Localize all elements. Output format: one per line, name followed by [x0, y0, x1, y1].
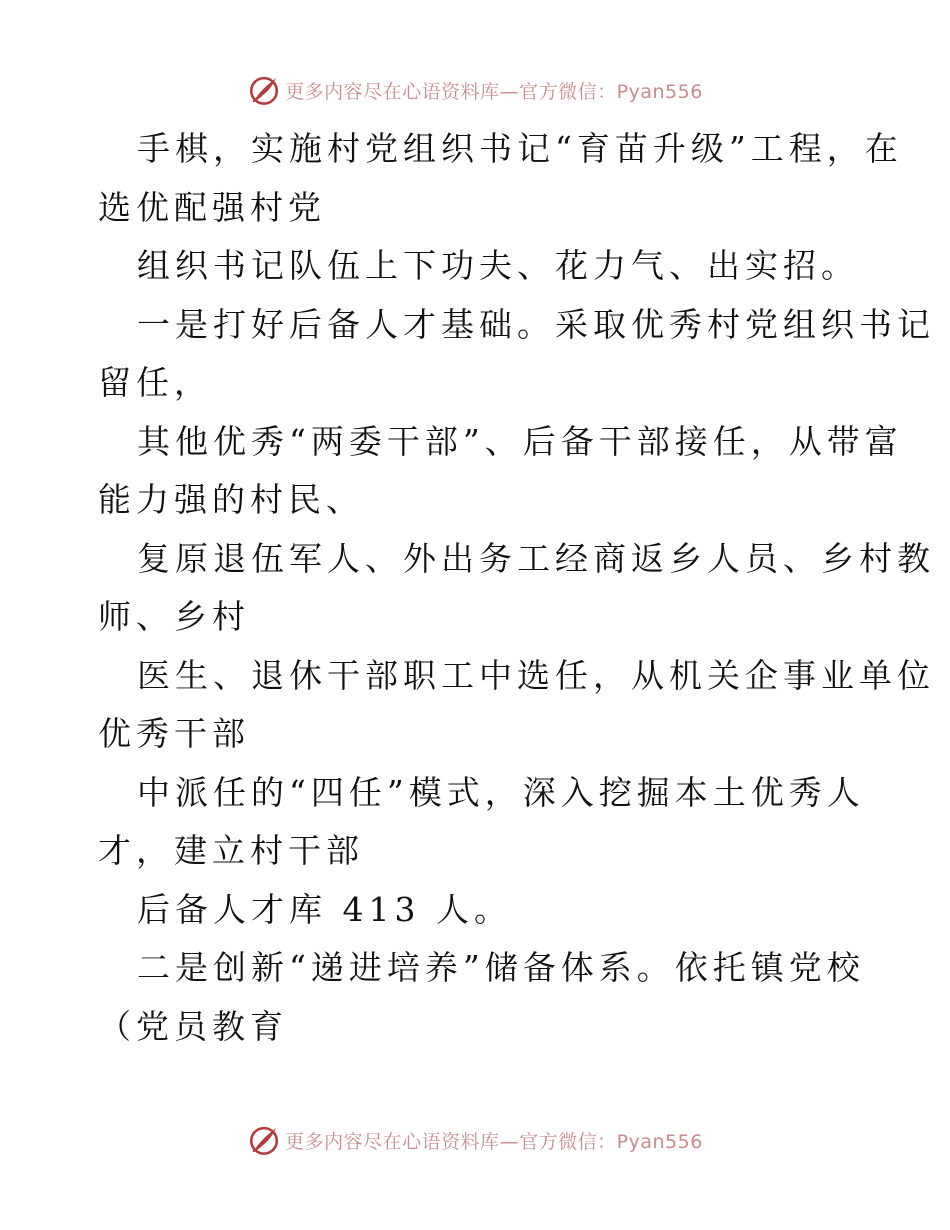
- watermark-text: 更多内容尽在心语资料库—官方微信：Pyan556: [285, 80, 703, 103]
- text-line: 二是创新“递进培养”储备体系。依托镇党校: [137, 948, 865, 987]
- text-line: 选优配强村党: [98, 187, 326, 227]
- text-line: 留任，: [98, 363, 212, 402]
- text-line: 医生、退休干部职工中选任，从机关企事业单位: [137, 655, 935, 695]
- watermark-text: 更多内容尽在心语资料库—官方微信：Pyan556: [285, 1130, 703, 1153]
- quill-logo-icon: [247, 73, 281, 107]
- paragraph: [98, 647, 935, 764]
- text-line: 其他优秀“两委干部”、后备干部接任，从带富: [137, 421, 903, 461]
- quill-logo-icon: [247, 1123, 281, 1157]
- paragraph: [98, 881, 858, 940]
- header-watermark: [0, 70, 950, 110]
- text-line: 一是打好后备人才基础。采取优秀村党组织书记: [137, 304, 935, 344]
- document-body: [98, 120, 935, 1056]
- text-line: 才，建立村干部: [98, 831, 364, 870]
- text-line: 中派任的“四任”模式，深入挖掘本土优秀人: [137, 772, 865, 812]
- paragraph: [98, 413, 903, 530]
- footer-watermark: [0, 1120, 950, 1160]
- text-line: 复原退伍军人、外出务工经商返乡人员、乡村教: [137, 538, 935, 578]
- paragraph: [98, 296, 935, 413]
- paragraph: [98, 764, 865, 881]
- paragraph: [98, 530, 935, 647]
- text-line: 手棋，实施村党组织书记“育苗升级”工程，在: [137, 129, 903, 168]
- paragraph: [98, 939, 865, 1056]
- paragraph: [98, 237, 858, 296]
- text-line: 能力强的村民、: [98, 480, 364, 519]
- text-line: （党员教育: [98, 1006, 288, 1046]
- text-line: 后备人才库 413 人。: [137, 889, 512, 929]
- text-line: 优秀干部: [98, 714, 250, 753]
- paragraph: [98, 120, 903, 237]
- text-line: 师、乡村: [98, 597, 250, 636]
- text-line: 组织书记队伍上下功夫、花力气、出实招。: [137, 246, 859, 285]
